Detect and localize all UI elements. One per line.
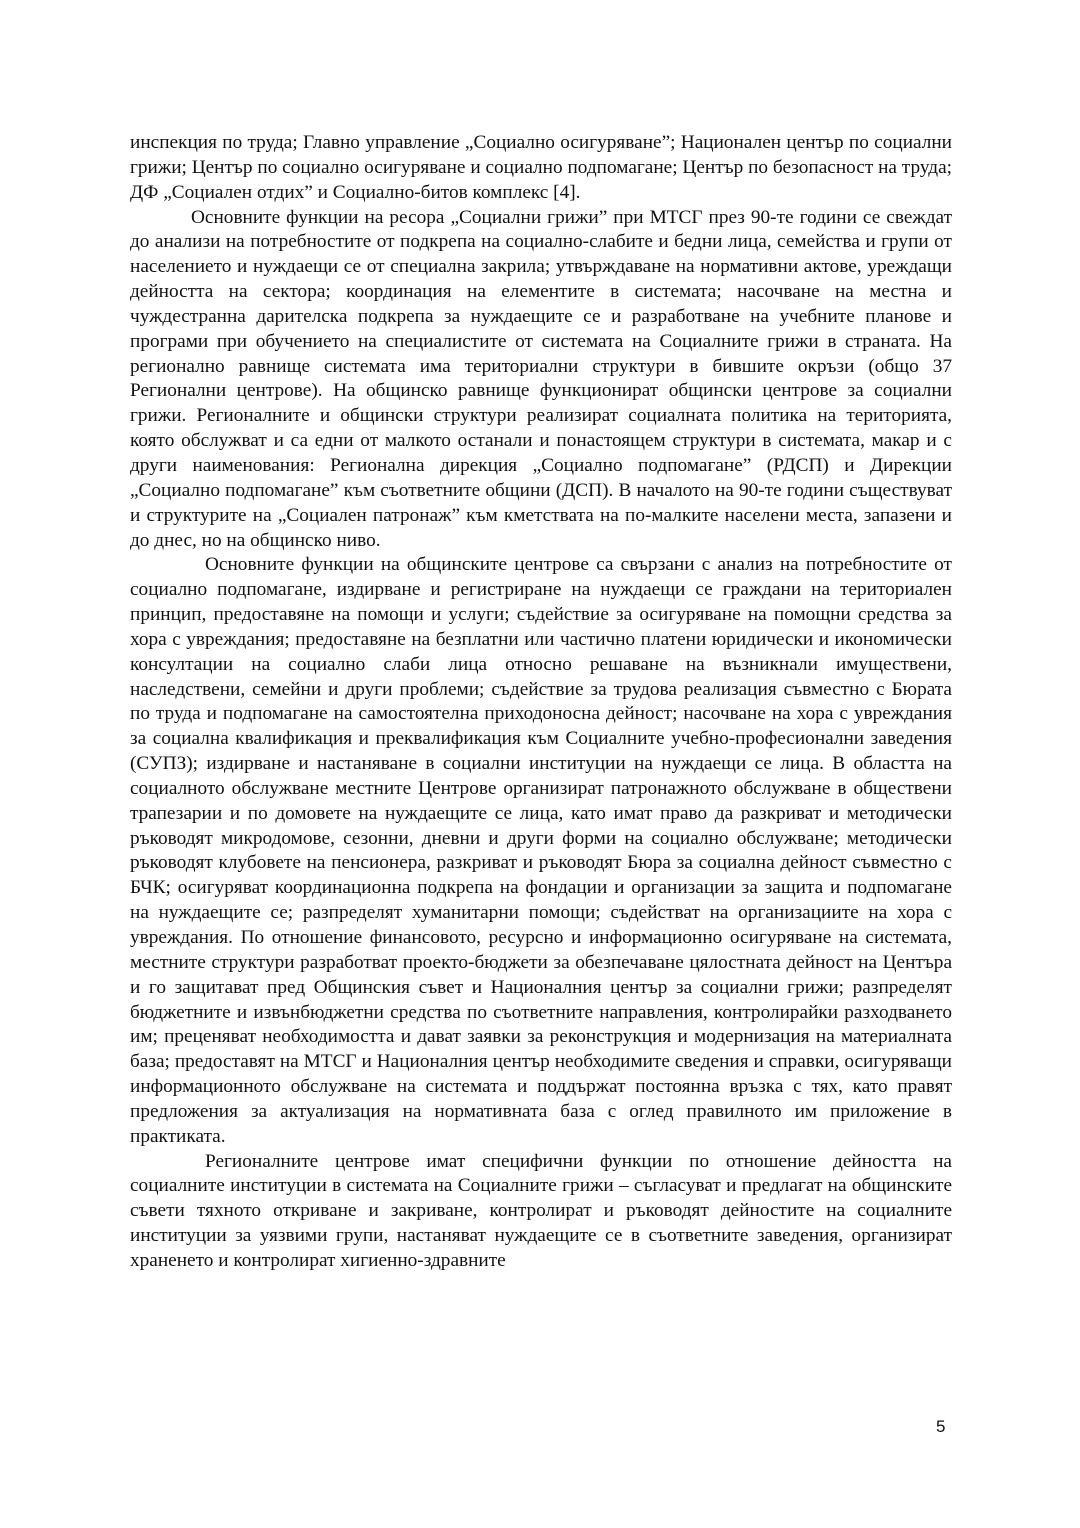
paragraph-4: Регионалните центрове имат специфични функции по отношение дейността на социалните институции в системата на Социалните грижи – съгласуват и предлагат на общинските съвети тяхното откриване и закриване, контролират и ръководят дейностите на социалните институции за уязвими групи, настаняват нуждаещите се в съответните заведения, организират храненето и контролират хигиенно-здравните (130, 1150, 952, 1271)
paragraph-1: инспекция по труда; Главно управление „Социално осигуряване”; Национален център по социални грижи; Център по социално осигуряване и социално подпомагане; Център по безопасност на труда; ДФ „Социален отдих” и Социално-битов комплекс [4]. (130, 132, 952, 203)
paragraph-3: Основните функции на общинските центрове са свързани с анализ на потребностите от социално подпомагане, издирване и регистриране на нуждаещи се граждани на териториален принцип, предоставяне на помощи и услуги; съдействие за осигуряване на помощни средства за хора с увреждания; предоставяне на безплатни или частично платени юридически и икономически консултации на социално слаби лица относно решаване на възникнали имуществени, наследствени, семейни и други проблеми; съдействие за трудова реализация съвместно с Бюрата по труда и подпомагане на самостоятелна приходоносна дейност; насочване на хора с увреждания за социална квалификация и преквалификация към Социалните учебно-професионални заведения (СУПЗ); издирване и настаняване в социални институции на нуждаещи се лица. В областта на социалното обслужване местните Центрове организират патронажното обслужване в обществени трапезарии и по домовете на нуждаещите се лица, като имат право да разкриват и методически ръководят микродомове, сезонни, дневни и други форми на социално обслужване; методически ръководят клубовете на пенсионера, разкриват и ръководят Бюра за социална дейност съвместно с БЧК; осигуряват координационна подкрепа на фондации и организации за защита и подпомагане на нуждаещите се; разпределят хуманитарни помощи; съдействат на организациите на хора с увреждания. По отношение финансовото, ресурсно и информационно осигуряване на системата, местните структури разработват проекто-бюджети за обезпечаване цялостната дейност на Центъра и го защитават пред Общинския съвет и Националния център за социални грижи; разпределят бюджетните и извънбюджетни средства по съответните направления, контролирайки разходването им; преценяват необходимостта и дават заявки за реконструкция и модернизация на материалната база; предоставят на МТСГ и Националния център необходимите сведения и справки, осигуряващи информационното обслужване на системата и поддържат постоянна връзка с тях, като правят предложения за актуализация на нормативната база с оглед правилното им приложение в практиката. (130, 554, 952, 1147)
body-text (130, 131, 952, 1274)
page-number: 5 (936, 1417, 946, 1436)
paragraph-2: Основните функции на ресора „Социални грижи” при МТСГ през 90-те години се свеждат до анализи на потребностите от подкрепа на социално-слабите и бедни лица, семейства и групи от населението и нуждаещи се от специална закрила; утвърждаване на нормативни актове, уреждащи дейността на сектора; координация на елементите в системата; насочване на местна и чуждестранна дарителска подкрепа за нуждаещите се и разработване на учебните планове и програми при обучението на специалистите от системата на Социалните грижи в страната. На регионално равнище системата има териториални структури в бившите окръзи (общо 37 Регионални центрове). На общинско равнище функционират общински центрове за социални грижи. Регионалните и общински структури реализират социалната политика на територията, която обслужват и са едни от малкото останали и понастоящем структури в системата, макар и с други наименования: Регионална дирекция „Социално подпомагане” (РДСП) и Дирекции „Социално подпомагане” към съответните общини (ДСП). В началото на 90-те години съществуват и структурите на „Социален патронаж” към кметствата на по-малките населени места, запазени и до днес, но на общинско ниво. (130, 206, 952, 551)
